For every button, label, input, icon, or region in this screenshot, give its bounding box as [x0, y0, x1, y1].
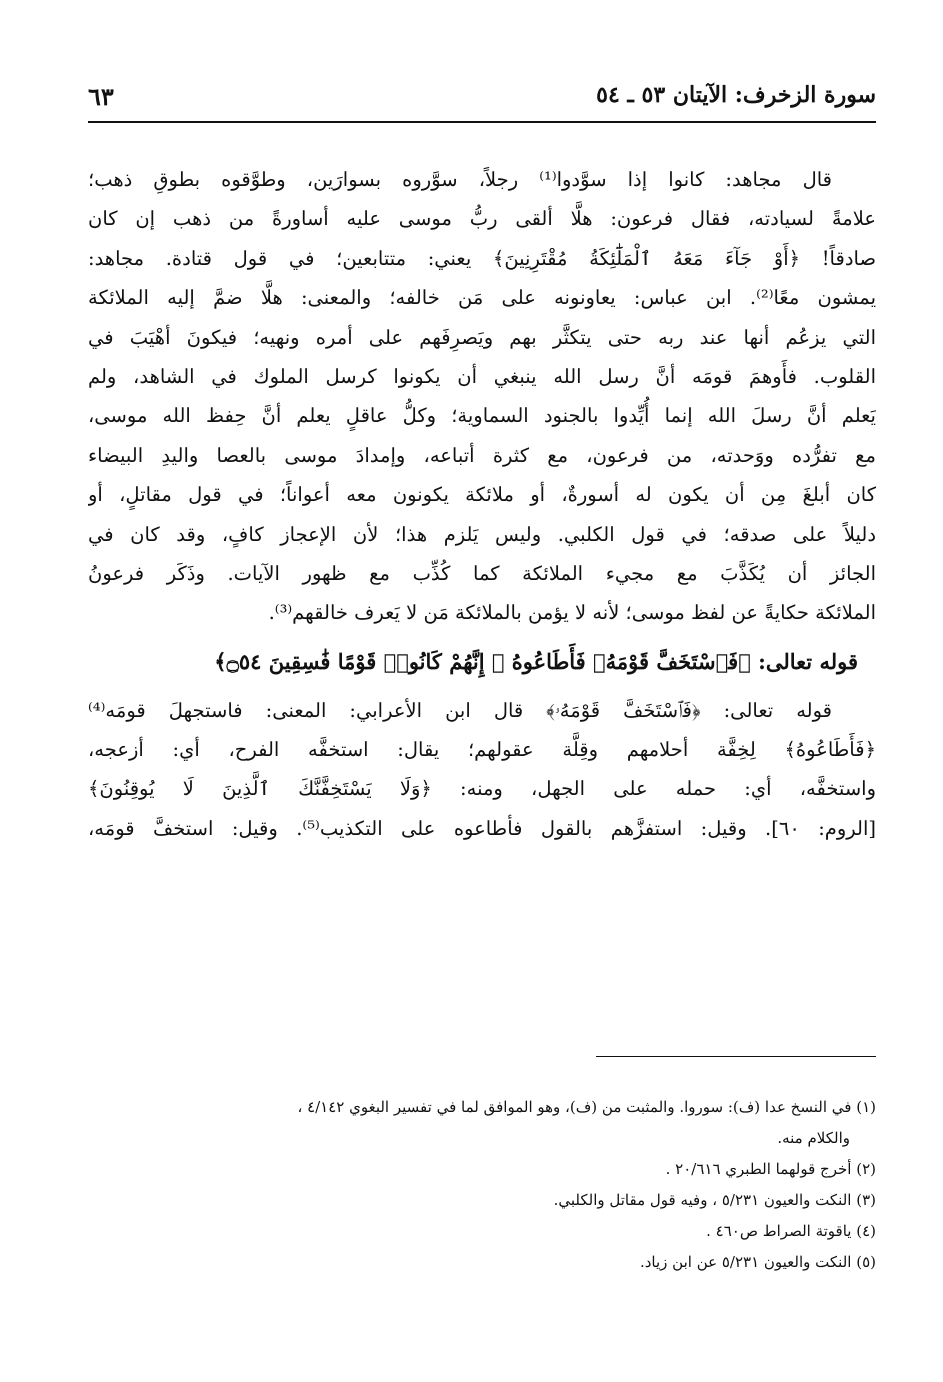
- text-line: يَعلم أنَّ رسلَ الله إنما أُيِّدوا بالجنود السماوية؛ وكلُّ عاقلٍ يعلم أنَّ حِفظ الله موسى،: [88, 404, 876, 428]
- text-line: يمشون معًا⁽²⁾. ابن عباس: يعاونونه على مَن خالفه؛ والمعنى: هلَّا ضمَّ إليه الملائكة: [88, 286, 876, 310]
- footnotes: [88, 1092, 876, 1278]
- text-line: [الروم: ٦٠]. وقيل: استفزَّهم بالقول فأطاعوه على التكذيب⁽⁵⁾. وقيل: استخفَّ قومَه،: [88, 816, 876, 840]
- footnote: (٥) النكت والعيون ٥/٢٣١ عن ابن زياد.: [639, 1253, 876, 1271]
- text-line: قال مجاهد: كانوا إذا سوَّدوا⁽¹⁾ رجلاً، سوَّروه بسوارَين، وطوَّقوه بطوقِ ذهب؛: [88, 168, 833, 191]
- text-line: مع تفرُّده ووَحدته، من فرعون، مع كثرة أتباعه، وإمدادَ موسى بالعصا واليدِ البيضاء: [88, 443, 876, 467]
- text-line: الجائز أن يُكَذَّبَ مع مجيء الملائكة كما كُذِّب مع ظهور الآيات. وذَكَر فرعونُ: [88, 561, 876, 585]
- main-text: [88, 160, 876, 848]
- footnote: (٤) ياقوتة الصراط ص٤٦٠ .: [706, 1222, 876, 1240]
- text-line: علامةً لسيادته، فقال فرعون: هلَّا ألقى ربُّ موسى عليه أساورةً من ذهب إن كان: [88, 207, 876, 231]
- text-line: قوله تعالى: ﴿فَٱسْتَخَفَّ قَوْمَهُۥ﴾ قال ابن الأعرابي: المعنى: فاستجهلَ قومَه⁽⁴⁾: [88, 698, 832, 722]
- footnote: (٢) أخرج قولهما الطبري ٢٠/٦١٦ .: [665, 1160, 876, 1178]
- running-title: سورة الزخرف: الآيتان ٥٣ ـ ٥٤: [596, 82, 876, 108]
- text-line: ﴿فَأَطَاعُوهُ﴾ لِخِفَّة أحلامهم وقِلَّة عقولهم؛ يقال: استخفَّه الفرح، أي: أزعجه،: [88, 738, 876, 762]
- text-line: الملائكة حكايةً عن لفظ موسى؛ لأنه لا يؤمن بالملائكة مَن لا يَعرف خالقهم⁽³⁾.: [268, 601, 876, 625]
- footnote-rule: [596, 1056, 876, 1057]
- text-line: واستخفَّه، أي: حمله على الجهل، ومنه: ﴿وَلَا يَسْتَخِفَّنَّكَ ٱلَّذِينَ لَا يُوقِنُونَ﴾: [88, 777, 876, 801]
- text-line: دليلاً على صدقه؛ في قول الكلبي. وليس يَلزم هذا؛ لأن الإعجاز كافٍ، وقد كان في: [88, 522, 876, 546]
- text-line: كان أبلغَ مِن أن يكون له أسورةٌ، أو ملائكة يكونون معه أعواناً؛ في قول مقاتلٍ، أو: [88, 483, 876, 507]
- footnote: (١) في النسخ عدا (ف): سوروا. والمثبت من (ف)، وهو الموافق لما في تفسير البغوي ٤/١٤٢ ،: [297, 1098, 876, 1116]
- text-line: التي يزعُم أنها عند ربه حتى يتكثَّر بهم ويَصرِفَهم على أمره ونهيه؛ فيكونَ أهْيَبَ في: [88, 325, 876, 349]
- footnote-continuation: والكلام منه.: [777, 1129, 850, 1147]
- header-rule: [88, 121, 876, 123]
- footnote: (٣) النكت والعيون ٥/٢٣١ ، وفيه قول مقاتل والكلبي.: [553, 1191, 876, 1209]
- text-line: صادقاً! ﴿أَوْ جَآءَ مَعَهُ ٱلْمَلَٰٓئِكَةُ مُقْتَرِنِينَ﴾ يعني: متتابعين؛ في قول قتادة. مجاهد:: [88, 246, 876, 270]
- text-line: القلوب. فأَوهمَ قومَه أنَّ رسل الله ينبغي أن يكونوا كرسل الملوك في الشاهد، ولم: [88, 364, 876, 388]
- page-number: ٦٣: [88, 82, 114, 111]
- page-header: [88, 80, 876, 116]
- verse-heading: قوله تعالى: ﴿فَٱسْتَخَفَّ قَوْمَهُۥ فَأَطَاعُوهُ ۚ إِنَّهُمْ كَانُوا۟ قَوْمًا فَٰسِقِينَ ۝٥٤﴾: [214, 648, 858, 674]
